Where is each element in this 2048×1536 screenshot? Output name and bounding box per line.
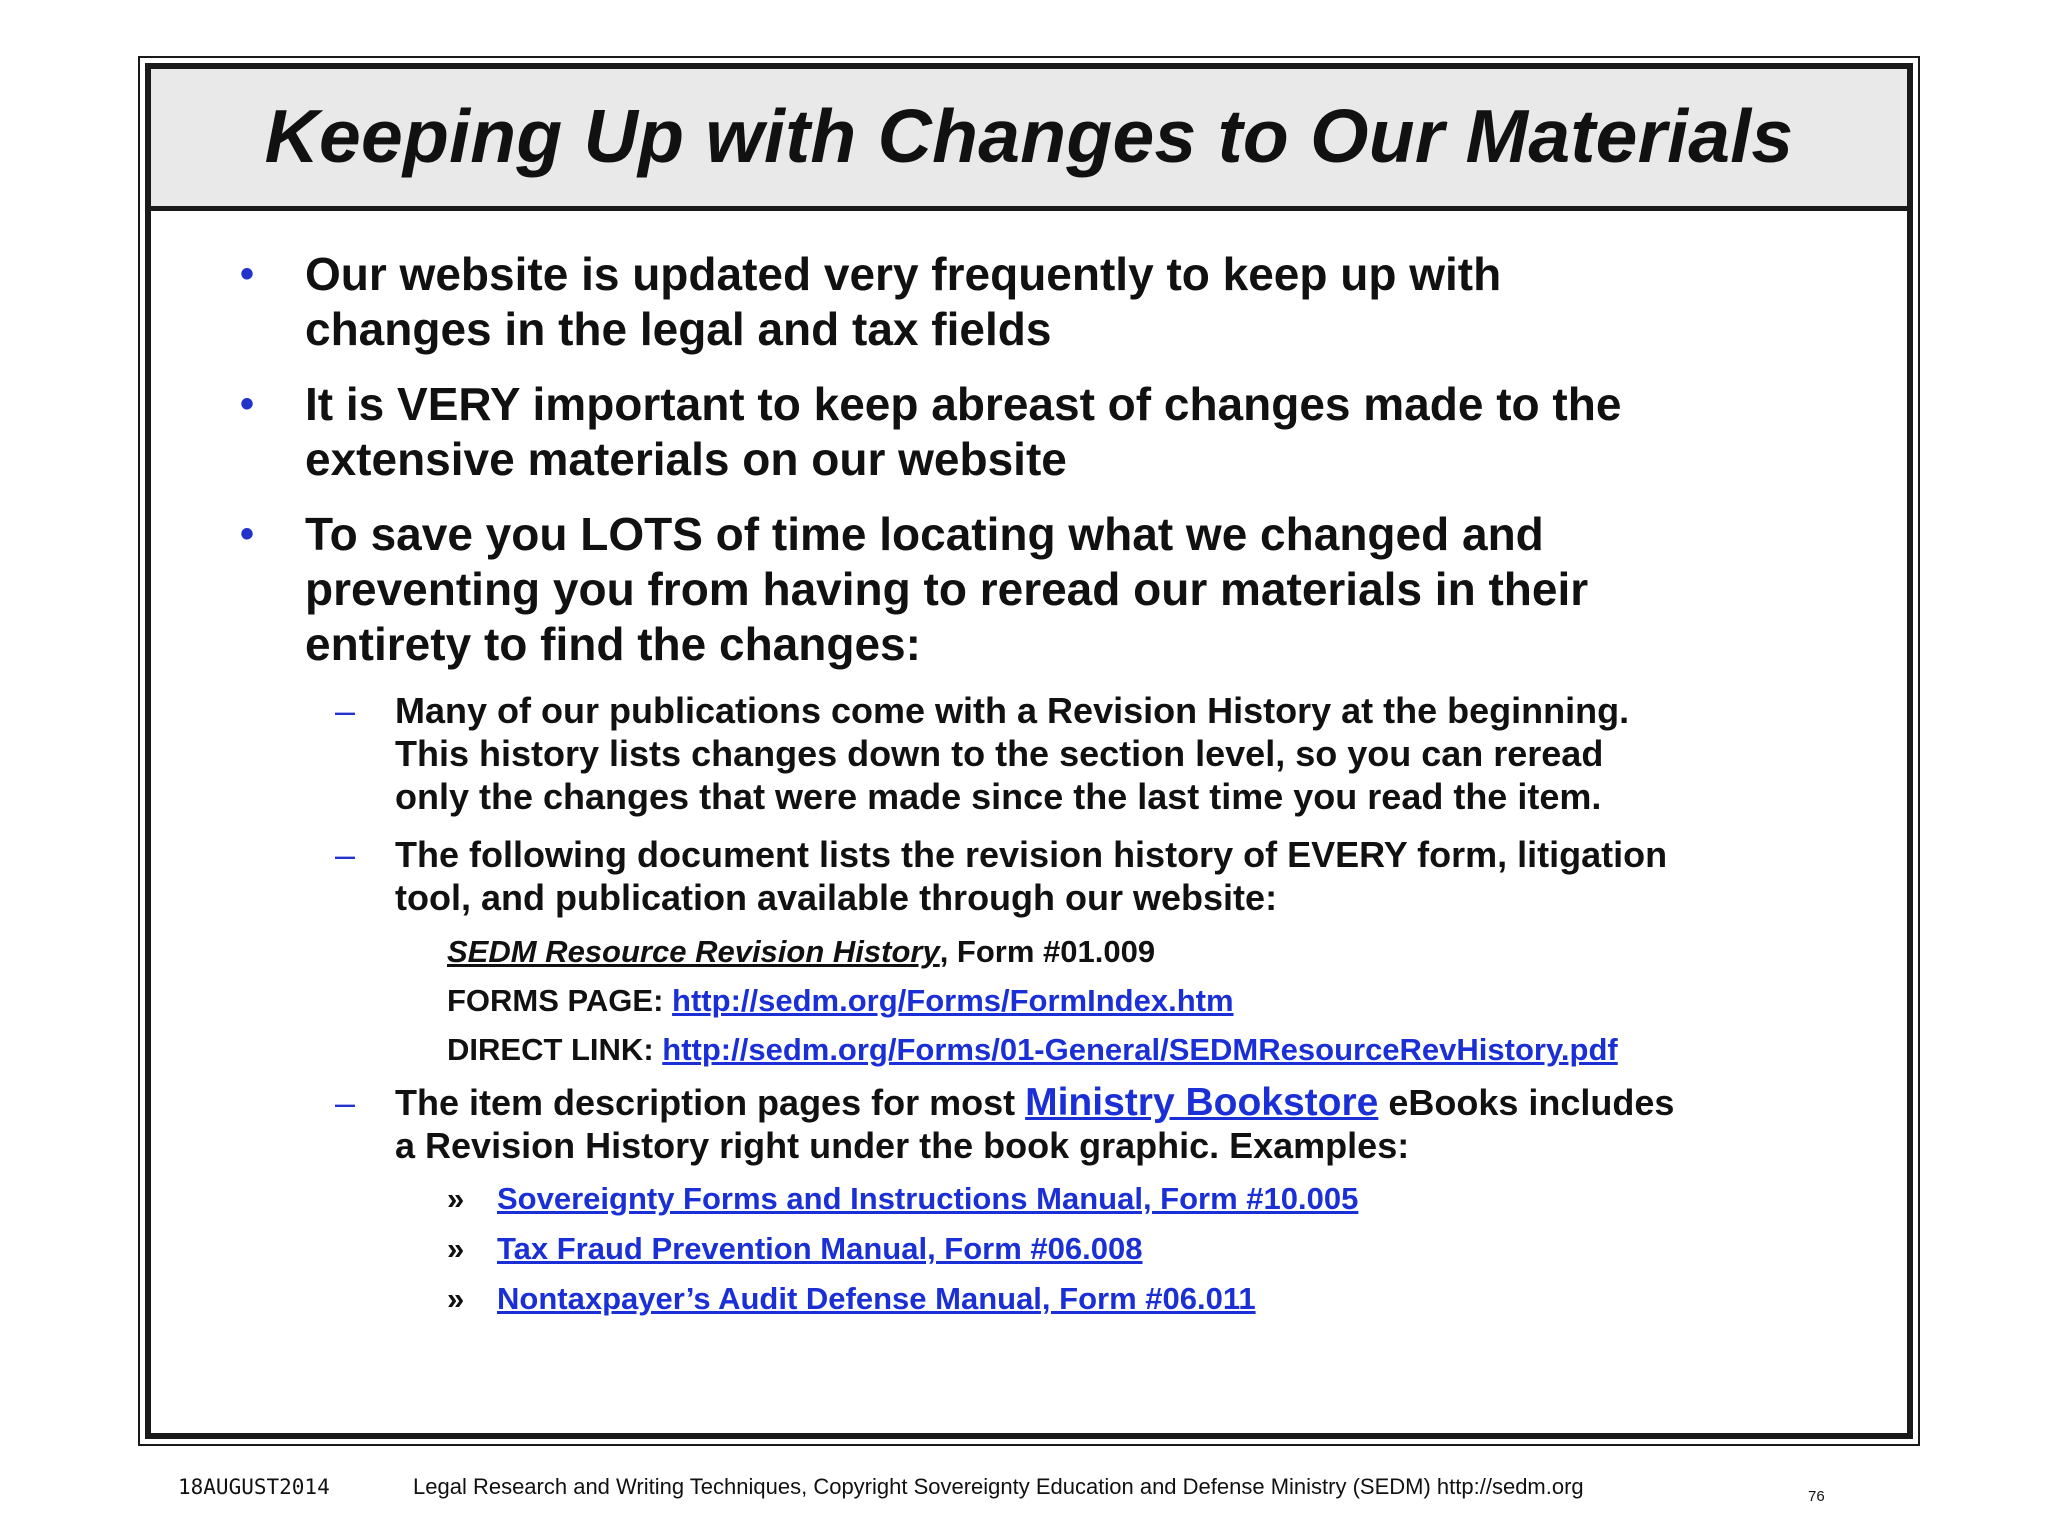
- sub-line: tool, and publication available through our website:: [395, 877, 1278, 918]
- direct-link-label: DIRECT LINK:: [447, 1032, 663, 1067]
- bullet-line: preventing you from having to reread our materials in their: [305, 563, 1589, 615]
- sub-line: [395, 1081, 1785, 1124]
- bullet-marker: •: [240, 382, 255, 426]
- resource-title: SEDM Resource Revision History: [447, 934, 940, 969]
- sub-text: [395, 1081, 1785, 1167]
- bullet-line: changes in the legal and tax fields: [305, 303, 1052, 355]
- direct-link-line: [447, 1030, 1618, 1070]
- bullet-text: [305, 247, 1765, 357]
- example-marker: »: [447, 1231, 465, 1266]
- bullet-line: Our website is updated very frequently to keep up with: [305, 248, 1502, 300]
- sub-marker: –: [335, 834, 356, 875]
- bullet-text: [305, 377, 1765, 487]
- sub-marker: –: [335, 1082, 356, 1123]
- example-link-audit-defense[interactable]: Nontaxpayer’s Audit Defense Manual, Form #06.011: [497, 1281, 1256, 1316]
- page-number: 76: [1808, 1488, 1825, 1505]
- bullet-text: [305, 507, 1765, 672]
- forms-page-label: FORMS PAGE:: [447, 983, 673, 1018]
- bullet-marker: •: [240, 512, 255, 556]
- sub-line-start: The item description pages for most: [395, 1082, 1026, 1123]
- example-link-sovereignty-forms[interactable]: Sovereignty Forms and Instructions Manual, Form #10.005: [497, 1181, 1359, 1216]
- footer-date: 18AUGUST2014: [178, 1475, 330, 1499]
- sub-text: [395, 833, 1785, 919]
- bullet-line: extensive materials on our website: [305, 433, 1067, 485]
- resource-reference: [447, 932, 1155, 972]
- forms-page-link[interactable]: http://sedm.org/Forms/FormIndex.htm: [672, 983, 1234, 1018]
- sub-line: a Revision History right under the book graphic. Examples:: [395, 1125, 1410, 1166]
- bullet-line: It is VERY important to keep abreast of changes made to the: [305, 378, 1622, 430]
- example-marker: »: [447, 1281, 465, 1316]
- bullet-line: To save you LOTS of time locating what we changed and: [305, 508, 1544, 560]
- sub-text: [395, 689, 1785, 818]
- resource-form-number: , Form #01.009: [939, 934, 1156, 969]
- sub-marker: –: [335, 690, 356, 731]
- slide-title: Keeping Up with Changes to Our Materials: [264, 94, 1794, 178]
- bullet-marker: •: [240, 252, 255, 296]
- bullet-line: entirety to find the changes:: [305, 618, 921, 670]
- example-item: [447, 1279, 1256, 1319]
- direct-link[interactable]: http://sedm.org/Forms/01-General/SEDMResourceRevHistory.pdf: [662, 1032, 1618, 1067]
- sub-line: The following document lists the revision history of EVERY form, litigation: [395, 834, 1668, 875]
- example-item: [447, 1229, 1142, 1269]
- example-marker: »: [447, 1181, 465, 1216]
- footer-text: Legal Research and Writing Techniques, Copyright Sovereignty Education and Defense Ministry (SEDM) http://sedm.org: [413, 1474, 1584, 1499]
- sub-line: only the changes that were made since the last time you read the item.: [395, 776, 1602, 817]
- ministry-bookstore-link[interactable]: Ministry Bookstore: [1025, 1081, 1379, 1124]
- example-item: [447, 1179, 1358, 1219]
- sub-line-end: eBooks includes: [1378, 1082, 1675, 1123]
- sub-line: This history lists changes down to the section level, so you can reread: [395, 733, 1604, 774]
- title-bar: [151, 69, 1907, 211]
- sub-line: Many of our publications come with a Revision History at the beginning.: [395, 690, 1630, 731]
- example-link-tax-fraud[interactable]: Tax Fraud Prevention Manual, Form #06.008: [497, 1231, 1143, 1266]
- forms-page-line: [447, 981, 1234, 1021]
